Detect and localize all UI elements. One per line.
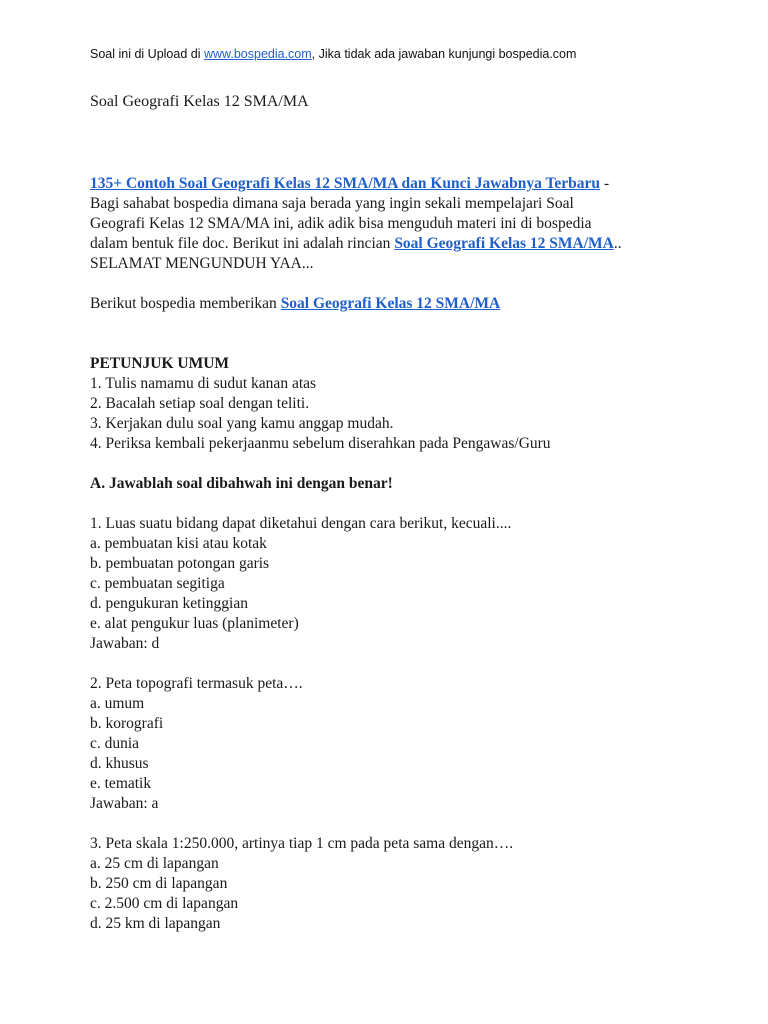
document-body: [90, 92, 690, 934]
instructions-heading: PETUNJUK UMUM: [90, 355, 230, 372]
question-1: 1. Luas suatu bidang dapat diketahui dengan cara berikut, kecuali....: [90, 515, 512, 532]
upload-notice-prefix: Soal ini di Upload di: [90, 47, 204, 61]
section-a-heading: A. Jawablah soal dibahwah ini dengan benar!: [90, 475, 393, 492]
provide-text: Berikut bospedia memberikan: [90, 295, 281, 312]
question-1-answer: Jawaban: d: [90, 635, 160, 652]
instruction-item: 4. Periksa kembali pekerjaanmu sebelum diserahkan pada Pengawas/Guru: [90, 435, 551, 452]
question-3: 3. Peta skala 1:250.000, artinya tiap 1 cm pada peta sama dengan….: [90, 835, 514, 852]
instruction-item: 2. Bacalah setiap soal dengan teliti.: [90, 395, 310, 412]
question-3-option: b. 250 cm di lapangan: [90, 875, 228, 892]
provide-soal-link[interactable]: Soal Geografi Kelas 12 SMA/MA: [280, 295, 501, 312]
intro-dash: -: [600, 175, 610, 192]
bospedia-link[interactable]: www.bospedia.com: [203, 47, 312, 61]
page-title: Soal Geografi Kelas 12 SMA/MA: [90, 93, 309, 110]
question-1-option: e. alat pengukur luas (planimeter): [90, 615, 299, 632]
question-2-option: b. korografi: [90, 715, 164, 732]
intro-line-5: SELAMAT MENGUNDUH YAA...: [90, 255, 314, 272]
intro-article-link[interactable]: 135+ Contoh Soal Geografi Kelas 12 SMA/MA dan Kunci Jawabnya Terbaru: [90, 175, 601, 192]
question-2-option: c. dunia: [90, 735, 140, 752]
intro-soal-link[interactable]: Soal Geografi Kelas 12 SMA/MA: [394, 235, 614, 252]
intro-line-4-text: dalam bentuk file doc. Berikut ini adalah rincian: [90, 235, 395, 252]
question-1-option: c. pembuatan segitiga: [90, 575, 225, 592]
question-2-answer: Jawaban: a: [90, 795, 159, 812]
question-2-option: d. khusus: [90, 755, 149, 772]
question-1-option: d. pengukuran ketinggian: [90, 595, 248, 612]
instruction-item: 3. Kerjakan dulu soal yang kamu anggap mudah.: [90, 415, 394, 432]
intro-line-1: [90, 174, 690, 194]
question-2: 2. Peta topografi termasuk peta….: [90, 675, 303, 692]
question-1-option: b. pembuatan potongan garis: [90, 555, 270, 572]
intro-line-4-end: ..: [613, 235, 622, 252]
intro-line-4: [90, 234, 690, 254]
question-3-option: a. 25 cm di lapangan: [90, 855, 219, 872]
upload-notice: [90, 47, 576, 61]
intro-line-3: Geografi Kelas 12 SMA/MA ini, adik adik bisa menguduh materi ini di bospedia: [90, 215, 592, 232]
question-2-option: e. tematik: [90, 775, 152, 792]
question-1-option: a. pembuatan kisi atau kotak: [90, 535, 267, 552]
question-2-option: a. umum: [90, 695, 145, 712]
question-3-option: d. 25 km di lapangan: [90, 915, 221, 932]
intro-line-2: Bagi sahabat bospedia dimana saja berada yang ingin sekali mempelajari Soal: [90, 195, 574, 212]
question-3-option: c. 2.500 cm di lapangan: [90, 895, 239, 912]
provide-line: [90, 294, 690, 314]
instruction-item: 1. Tulis namamu di sudut kanan atas: [90, 375, 317, 392]
upload-notice-suffix: , Jika tidak ada jawaban kunjungi bospedia.com: [311, 47, 577, 61]
